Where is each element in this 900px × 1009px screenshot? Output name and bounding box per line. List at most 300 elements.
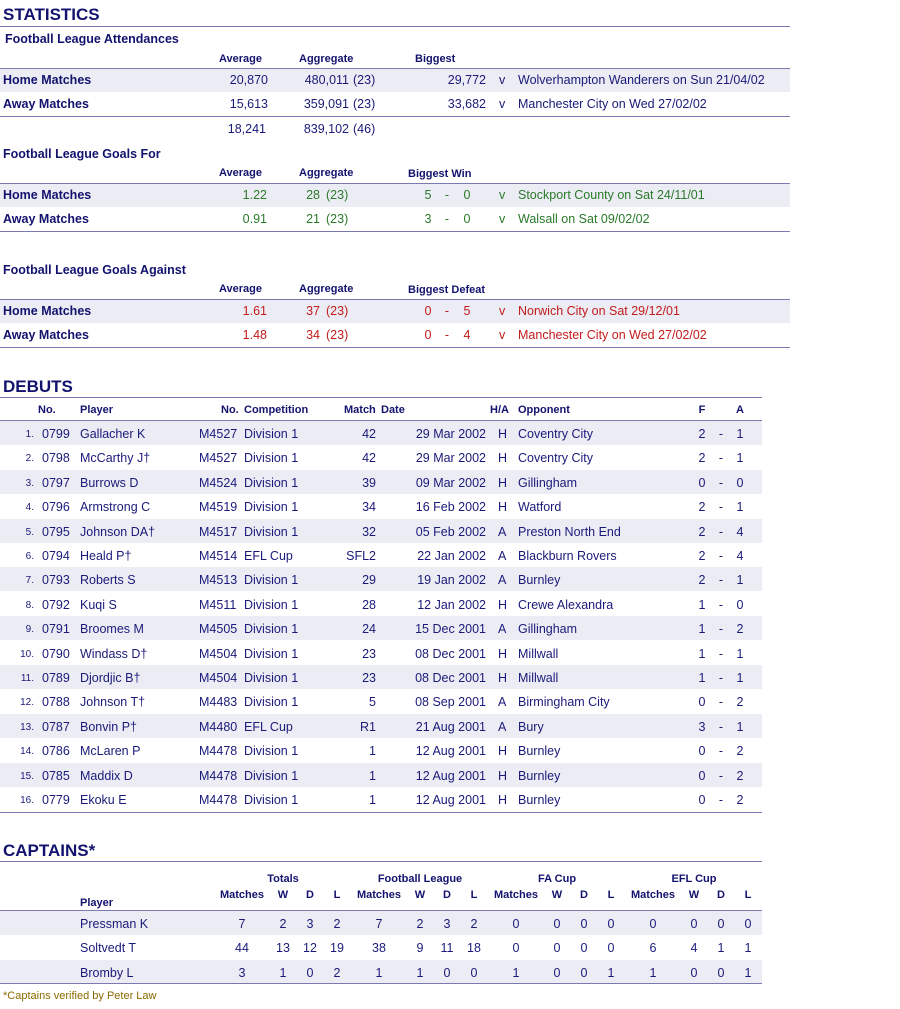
average-value: 0.91: [242, 212, 267, 226]
debut-match-no: M4511: [199, 597, 237, 612]
score-dash: -: [444, 304, 450, 318]
col-matches: Matches: [630, 889, 676, 901]
debut-match-no: M4504: [199, 671, 238, 685]
debut-date: 08 Sep 2001: [415, 695, 486, 710]
debut-score-dash: -: [718, 475, 724, 490]
debut-competition: EFL Cup: [244, 549, 293, 563]
debut-competition: Division 1: [244, 597, 299, 612]
debut-player-no: 0798: [42, 451, 70, 466]
debut-score-f: 1: [698, 646, 706, 661]
captain-stat: 1: [416, 965, 424, 980]
col-l: L: [333, 889, 341, 901]
col-player: Player: [80, 404, 114, 416]
col-matches: Matches: [219, 889, 265, 901]
games-count: (23): [326, 212, 349, 226]
debut-index: 11.: [20, 673, 34, 684]
debut-competition: Division 1: [244, 744, 299, 759]
games-count: (23): [353, 73, 376, 87]
debut-score-dash: -: [718, 768, 724, 783]
debut-competition: Division 1: [244, 622, 299, 637]
debut-competition: Division 1: [244, 573, 299, 588]
debut-match-no: M4514: [199, 549, 238, 563]
debut-score-a: 1: [736, 646, 744, 661]
score-dash: -: [444, 328, 450, 342]
debut-score-a: 2: [736, 768, 744, 783]
captain-stat: 9: [416, 941, 424, 956]
captain-stat: 3: [306, 917, 314, 931]
debut-player-no: 0799: [42, 427, 70, 441]
debut-ha: H: [498, 475, 508, 490]
captain-stat: 1: [744, 965, 752, 980]
captain-stat: 0: [580, 965, 588, 980]
debut-score-dash: -: [718, 549, 724, 563]
debut-competition: Division 1: [244, 451, 299, 466]
debut-match-no: M4480: [199, 719, 238, 734]
debut-index: 4.: [25, 502, 34, 514]
captain-stat: 2: [279, 917, 287, 931]
captain-stat: 0: [717, 965, 725, 980]
debut-player-no: 0796: [42, 500, 70, 515]
score-for: 0: [424, 328, 432, 342]
debut-match-no: M4505: [199, 622, 238, 637]
debut-score-dash: -: [718, 597, 724, 612]
debut-date: 21 Aug 2001: [415, 719, 486, 734]
debut-player: Gallacher K: [80, 427, 146, 441]
debut-player-no: 0797: [42, 475, 70, 490]
debut-score-a: 2: [736, 793, 744, 807]
col-w: W: [414, 889, 426, 901]
aggregate-value: 480,011: [304, 73, 349, 87]
debut-index: 6.: [25, 551, 34, 562]
debut-match: 24: [362, 622, 376, 637]
debut-date: 08 Dec 2001: [415, 671, 486, 685]
debut-score-dash: -: [718, 573, 724, 588]
debut-score-f: 2: [698, 524, 706, 539]
debut-score-f: 0: [698, 744, 706, 759]
debut-opponent: Burnley: [518, 768, 561, 783]
col-no: No.: [38, 404, 56, 416]
captain-stat: 3: [238, 965, 246, 980]
debut-player-no: 0792: [42, 597, 70, 612]
captain-stat: 0: [512, 917, 520, 931]
debut-index: 10.: [20, 648, 34, 660]
captain-stat: 0: [649, 917, 657, 931]
debut-index: 5.: [25, 526, 34, 538]
debut-ha: A: [498, 695, 507, 710]
debut-score-dash: -: [718, 671, 724, 685]
debut-date: 29 Mar 2002: [415, 427, 486, 441]
games-count: (23): [326, 328, 349, 342]
games-count: (23): [353, 97, 376, 111]
col-l: L: [607, 889, 615, 901]
debut-competition: Division 1: [244, 500, 299, 515]
col-d: D: [717, 889, 725, 901]
debut-player: Roberts S: [80, 573, 136, 588]
debut-match: 42: [362, 427, 376, 441]
debut-score-f: 0: [698, 768, 706, 783]
debut-opponent: Crewe Alexandra: [518, 597, 614, 612]
debut-match: 28: [362, 597, 376, 612]
debut-date: 12 Aug 2001: [415, 793, 486, 807]
debut-ha: A: [498, 573, 507, 588]
debut-score-f: 0: [698, 695, 706, 710]
debut-ha: H: [498, 451, 508, 466]
debut-player: Ekoku E: [80, 793, 127, 807]
debut-date: 09 Mar 2002: [415, 475, 486, 490]
debut-competition: Division 1: [244, 793, 299, 807]
col-average: Average: [218, 53, 262, 65]
average-value: 15,613: [229, 97, 268, 111]
debut-competition: EFL Cup: [244, 719, 293, 734]
captain-stat: 0: [306, 965, 314, 980]
debut-opponent: Birmingham City: [518, 695, 610, 710]
debut-score-dash: -: [718, 719, 724, 734]
debut-match-no: M4504: [199, 646, 238, 661]
debut-opponent: Coventry City: [518, 451, 594, 466]
debut-score-dash: -: [718, 427, 724, 441]
captain-name: Soltvedt T: [80, 941, 137, 956]
captain-stat: 0: [512, 941, 520, 956]
col-w: W: [688, 889, 700, 901]
versus-label: v: [499, 188, 506, 202]
captain-stat: 1: [279, 965, 287, 980]
captain-stat: 2: [333, 917, 341, 931]
group-header: Totals: [267, 873, 299, 885]
captain-name: Bromby L: [80, 965, 134, 980]
debut-index: 8.: [25, 599, 34, 611]
divider: [0, 983, 762, 984]
captain-stat: 12: [303, 941, 317, 956]
average-value: 1.48: [242, 328, 267, 342]
debut-competition: Division 1: [244, 671, 299, 685]
debut-score-f: 2: [698, 451, 706, 466]
aggregate-value: 37: [306, 304, 320, 318]
debut-date: 22 Jan 2002: [417, 549, 486, 563]
debut-player: Djordjic B†: [80, 671, 141, 685]
debut-competition: Division 1: [244, 475, 299, 490]
col-match-no: No.: [221, 404, 239, 416]
group-header: Football League: [377, 873, 463, 885]
debut-match: 1: [369, 768, 376, 783]
debut-index: 16.: [20, 795, 34, 806]
debut-ha: H: [498, 744, 508, 759]
debut-score-a: 1: [736, 427, 744, 441]
debut-match-no: M4513: [199, 573, 238, 588]
debut-match: 5: [369, 695, 376, 710]
debut-competition: Division 1: [244, 646, 299, 661]
debut-score-a: 2: [736, 695, 744, 710]
debut-opponent: Watford: [518, 500, 562, 515]
captains-footnote: *Captains verified by Peter Law: [3, 990, 157, 1002]
captain-stat: 13: [276, 941, 290, 956]
col-l: L: [744, 889, 752, 901]
debut-match: 32: [362, 524, 376, 539]
debut-index: 14.: [20, 746, 34, 758]
debut-player-no: 0790: [42, 646, 70, 661]
score-against: 5: [463, 304, 471, 318]
debut-score-dash: -: [718, 744, 724, 759]
debut-ha: H: [498, 671, 508, 685]
captain-stat: 2: [470, 917, 478, 931]
score-against: 0: [463, 188, 471, 202]
biggest-value: 33,682: [447, 97, 486, 111]
debut-opponent: Gillingham: [518, 622, 578, 637]
col-d: D: [443, 889, 451, 901]
captain-stat: 1: [649, 965, 657, 980]
debut-index: 13.: [20, 721, 34, 733]
debut-score-a: 2: [736, 744, 744, 759]
debut-match: 34: [362, 500, 376, 515]
debut-player-no: 0791: [42, 622, 70, 637]
opponent-detail: Manchester City on Wed 27/02/02: [518, 97, 707, 111]
debut-match: 1: [369, 793, 376, 807]
debuts-heading: DEBUTS: [3, 377, 73, 396]
row-label: Home Matches: [3, 188, 92, 202]
captain-stat: 1: [607, 965, 615, 980]
biggest-value: 29,772: [447, 73, 486, 87]
col-biggest: Biggest Win: [408, 168, 472, 180]
col-d: D: [306, 889, 314, 901]
debut-player: Armstrong C: [80, 500, 151, 515]
debut-index: 9.: [25, 624, 34, 636]
debut-competition: Division 1: [244, 427, 299, 441]
debut-player: Maddix D: [80, 768, 133, 783]
debut-match: SFL2: [346, 549, 376, 563]
debut-date: 15 Dec 2001: [415, 622, 486, 637]
captain-stat: 0: [580, 917, 588, 931]
debut-score-a: 1: [736, 500, 744, 515]
debut-match: 23: [362, 646, 376, 661]
debut-match-no: M4478: [199, 768, 238, 783]
debut-score-f: 2: [698, 573, 706, 588]
opponent-detail: Norwich City on Sat 29/12/01: [518, 304, 680, 318]
debut-score-f: 0: [698, 475, 706, 490]
captain-stat: 1: [375, 965, 383, 980]
debut-date: 19 Jan 2002: [417, 573, 486, 588]
debut-score-f: 1: [698, 597, 706, 612]
games-count: (23): [326, 188, 349, 202]
captain-stat: 2: [416, 917, 424, 931]
debut-ha: A: [498, 524, 507, 539]
col-player: Player: [80, 897, 114, 909]
col-biggest: Biggest: [415, 53, 456, 65]
col-aggregate: Aggregate: [299, 53, 354, 65]
debut-player: McLaren P: [80, 744, 141, 759]
debut-opponent: Millwall: [518, 671, 559, 685]
debut-score-dash: -: [718, 500, 724, 515]
average-value: 1.22: [242, 188, 267, 202]
debut-competition: Division 1: [244, 695, 299, 710]
debut-opponent: Burnley: [518, 573, 561, 588]
versus-label: v: [499, 304, 506, 318]
debut-player: Windass D†: [80, 646, 148, 661]
debut-score-a: 0: [736, 475, 744, 490]
debut-index: 12.: [20, 697, 34, 709]
col-matches: Matches: [356, 889, 402, 901]
col-f: F: [698, 404, 706, 416]
captain-stat: 7: [238, 917, 246, 931]
debut-player: Burrows D: [80, 475, 139, 490]
captain-stat: 0: [690, 965, 698, 980]
col-w: W: [551, 889, 563, 901]
debut-opponent: Preston North End: [518, 524, 621, 539]
captain-stat: 1: [744, 941, 752, 956]
debut-score-a: 4: [736, 549, 744, 563]
versus-label: v: [499, 328, 506, 342]
captain-name: Pressman K: [80, 917, 149, 931]
debut-score-f: 2: [698, 549, 706, 563]
col-biggest: Biggest Defeat: [408, 284, 486, 296]
debut-ha: A: [498, 719, 507, 734]
debut-score-dash: -: [718, 451, 724, 466]
score-dash: -: [444, 188, 450, 202]
captain-stat: 0: [553, 965, 561, 980]
captain-stat: 0: [607, 941, 615, 956]
debut-player: Johnson DA†: [80, 524, 156, 539]
debut-player: Johnson T†: [80, 695, 146, 710]
debut-ha: H: [498, 793, 508, 807]
captain-stat: 0: [553, 917, 561, 931]
captain-stat: 0: [443, 965, 451, 980]
debut-player-no: 0793: [42, 573, 70, 588]
captain-stat: 4: [690, 941, 698, 956]
captains-heading: CAPTAINS*: [3, 841, 96, 860]
debut-opponent: Burnley: [518, 793, 561, 807]
debut-score-a: 1: [736, 671, 744, 685]
row-label: Away Matches: [3, 328, 89, 342]
debut-match: 42: [362, 451, 376, 466]
heading-rule: [0, 397, 762, 398]
aggregate-value: 34: [306, 328, 320, 342]
score-dash: -: [444, 212, 450, 226]
debut-score-dash: -: [718, 646, 724, 661]
col-average: Average: [218, 167, 262, 179]
captain-stat: 0: [607, 917, 615, 931]
debut-opponent: Millwall: [518, 646, 559, 661]
games-count: (23): [326, 304, 349, 318]
total-aggregate: 839,102: [303, 122, 349, 136]
debut-score-a: 4: [736, 524, 744, 539]
debut-ha: A: [498, 549, 507, 563]
debut-date: 12 Aug 2001: [415, 768, 486, 783]
captain-stat: 44: [235, 941, 249, 956]
captain-stat: 3: [443, 917, 451, 931]
opponent-detail: Walsall on Sat 09/02/02: [518, 212, 650, 226]
goals_against-title: Football League Goals Against: [3, 263, 186, 277]
captain-stat: 1: [512, 965, 520, 980]
versus-label: v: [499, 73, 506, 87]
debut-match-no: M4524: [199, 475, 238, 490]
score-against: 0: [463, 212, 471, 226]
debut-player: Bonvin P†: [80, 719, 137, 734]
debut-opponent: Bury: [518, 719, 544, 734]
col-l: L: [470, 889, 478, 901]
col-d: D: [580, 889, 588, 901]
average-value: 1.61: [242, 304, 267, 318]
debut-opponent: Burnley: [518, 744, 561, 759]
debut-ha: H: [498, 768, 508, 783]
captain-stat: 7: [375, 917, 383, 931]
heading-rule: [0, 861, 762, 862]
debut-score-dash: -: [718, 622, 724, 637]
debut-opponent: Coventry City: [518, 427, 594, 441]
score-for: 5: [424, 188, 432, 202]
debut-match: R1: [360, 719, 376, 734]
debut-player-no: 0779: [42, 793, 70, 807]
row-label: Away Matches: [3, 97, 89, 111]
debut-match-no: M4517: [199, 524, 238, 539]
debut-index: 15.: [20, 770, 34, 782]
debut-date: 08 Dec 2001: [415, 646, 486, 661]
debut-match: 39: [362, 475, 376, 490]
debut-index: 7.: [25, 575, 34, 587]
debut-player-no: 0785: [42, 768, 70, 783]
row-label: Home Matches: [3, 73, 92, 87]
debut-index: 3.: [25, 477, 34, 489]
col-aggregate: Aggregate: [299, 167, 354, 179]
total-average: 18,241: [227, 122, 266, 136]
debut-player-no: 0795: [42, 524, 70, 539]
debut-score-f: 1: [698, 622, 706, 637]
heading-rule: [0, 26, 790, 27]
captain-stat: 0: [717, 917, 725, 931]
debut-score-a: 1: [736, 719, 744, 734]
debut-ha: H: [498, 500, 508, 515]
debut-score-a: 0: [736, 597, 744, 612]
col-date: Date: [381, 404, 405, 416]
captain-stat: 11: [440, 941, 454, 956]
captain-stat: 38: [372, 941, 386, 956]
group-header: FA Cup: [537, 873, 577, 885]
debut-ha: A: [498, 622, 507, 637]
debut-opponent: Gillingham: [518, 475, 578, 490]
captain-stat: 0: [744, 917, 752, 931]
debut-match: 1: [369, 744, 376, 759]
debut-score-f: 2: [698, 500, 706, 515]
versus-label: v: [499, 212, 506, 226]
col-a: A: [736, 404, 744, 416]
divider: [0, 231, 790, 232]
debut-player-no: 0794: [42, 549, 70, 563]
versus-label: v: [499, 97, 506, 111]
debut-competition: Division 1: [244, 524, 299, 539]
debut-score-f: 3: [698, 719, 706, 734]
debut-player: Broomes M: [80, 622, 144, 637]
captain-stat: 1: [717, 941, 725, 956]
debut-match: 23: [362, 671, 376, 685]
captain-stat: 0: [553, 941, 561, 956]
aggregate-value: 21: [306, 212, 320, 226]
debut-competition: Division 1: [244, 768, 299, 783]
group-header: EFL Cup: [671, 873, 717, 885]
debut-player: McCarthy J†: [80, 451, 151, 466]
debut-score-f: 0: [698, 793, 706, 807]
row-label: Home Matches: [3, 304, 92, 318]
debut-player-no: 0786: [42, 744, 70, 759]
opponent-detail: Manchester City on Wed 27/02/02: [518, 328, 707, 342]
captain-stat: 2: [333, 965, 341, 980]
captain-stat: 19: [330, 941, 344, 956]
debut-player: Kuqi S: [80, 597, 117, 612]
debut-player-no: 0787: [42, 719, 70, 734]
debut-match-no: M4478: [199, 793, 238, 807]
captain-stat: 6: [649, 941, 657, 956]
col-average: Average: [218, 283, 262, 295]
debut-match-no: M4478: [199, 744, 238, 759]
debut-opponent: Blackburn Rovers: [518, 549, 617, 563]
debut-score-dash: -: [718, 695, 724, 710]
debut-score-f: 2: [698, 427, 706, 441]
